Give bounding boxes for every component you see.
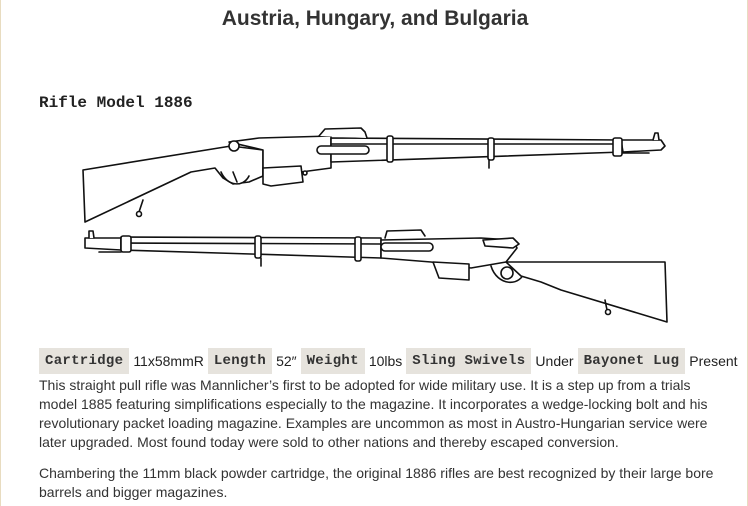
rifle-illustration [1, 0, 748, 340]
spec-bar [39, 347, 748, 375]
spec-value-length: 52″ [276, 353, 297, 369]
spec-label-cartridge: Cartridge [39, 348, 129, 374]
description-paragraph-1: This straight pull rifle was Mannlicher’s first to be adopted for wide military use. It is a step up from a trials model 1885 featuring simplifications especially to the magazine. It incorporates a wedge-locking bolt and his revolutionary packet loading magazine. Examples are uncommon as most in Austro-Hungarian service were later upgraded. Most found today were sold to other nations and thereby escaped conversion. [39, 377, 708, 450]
spec-value-weight: 10lbs [368, 353, 403, 369]
spec-value-sling-swivels: Under [535, 353, 574, 369]
spec-value-cartridge: 11x58mmR [133, 353, 204, 369]
spec-value-bayonet-lug: Present [689, 353, 738, 369]
page-title: Austria, Hungary, and Bulgaria [221, 7, 529, 30]
spec-label-length: Length [208, 348, 272, 374]
spec-label-sling-swivels: Sling Swivels [406, 348, 531, 374]
rifle-right-side-view [83, 128, 665, 222]
rifle-left-side-view [85, 230, 667, 322]
model-title: Rifle Model 1886 [39, 94, 193, 112]
description-paragraph-2: Chambering the 11mm black powder cartridge, the original 1886 rifles are best recognized by their large bore barrels and bigger magazines. [39, 465, 714, 500]
spec-label-weight: Weight [301, 348, 365, 374]
spec-label-bayonet-lug: Bayonet Lug [578, 348, 686, 374]
